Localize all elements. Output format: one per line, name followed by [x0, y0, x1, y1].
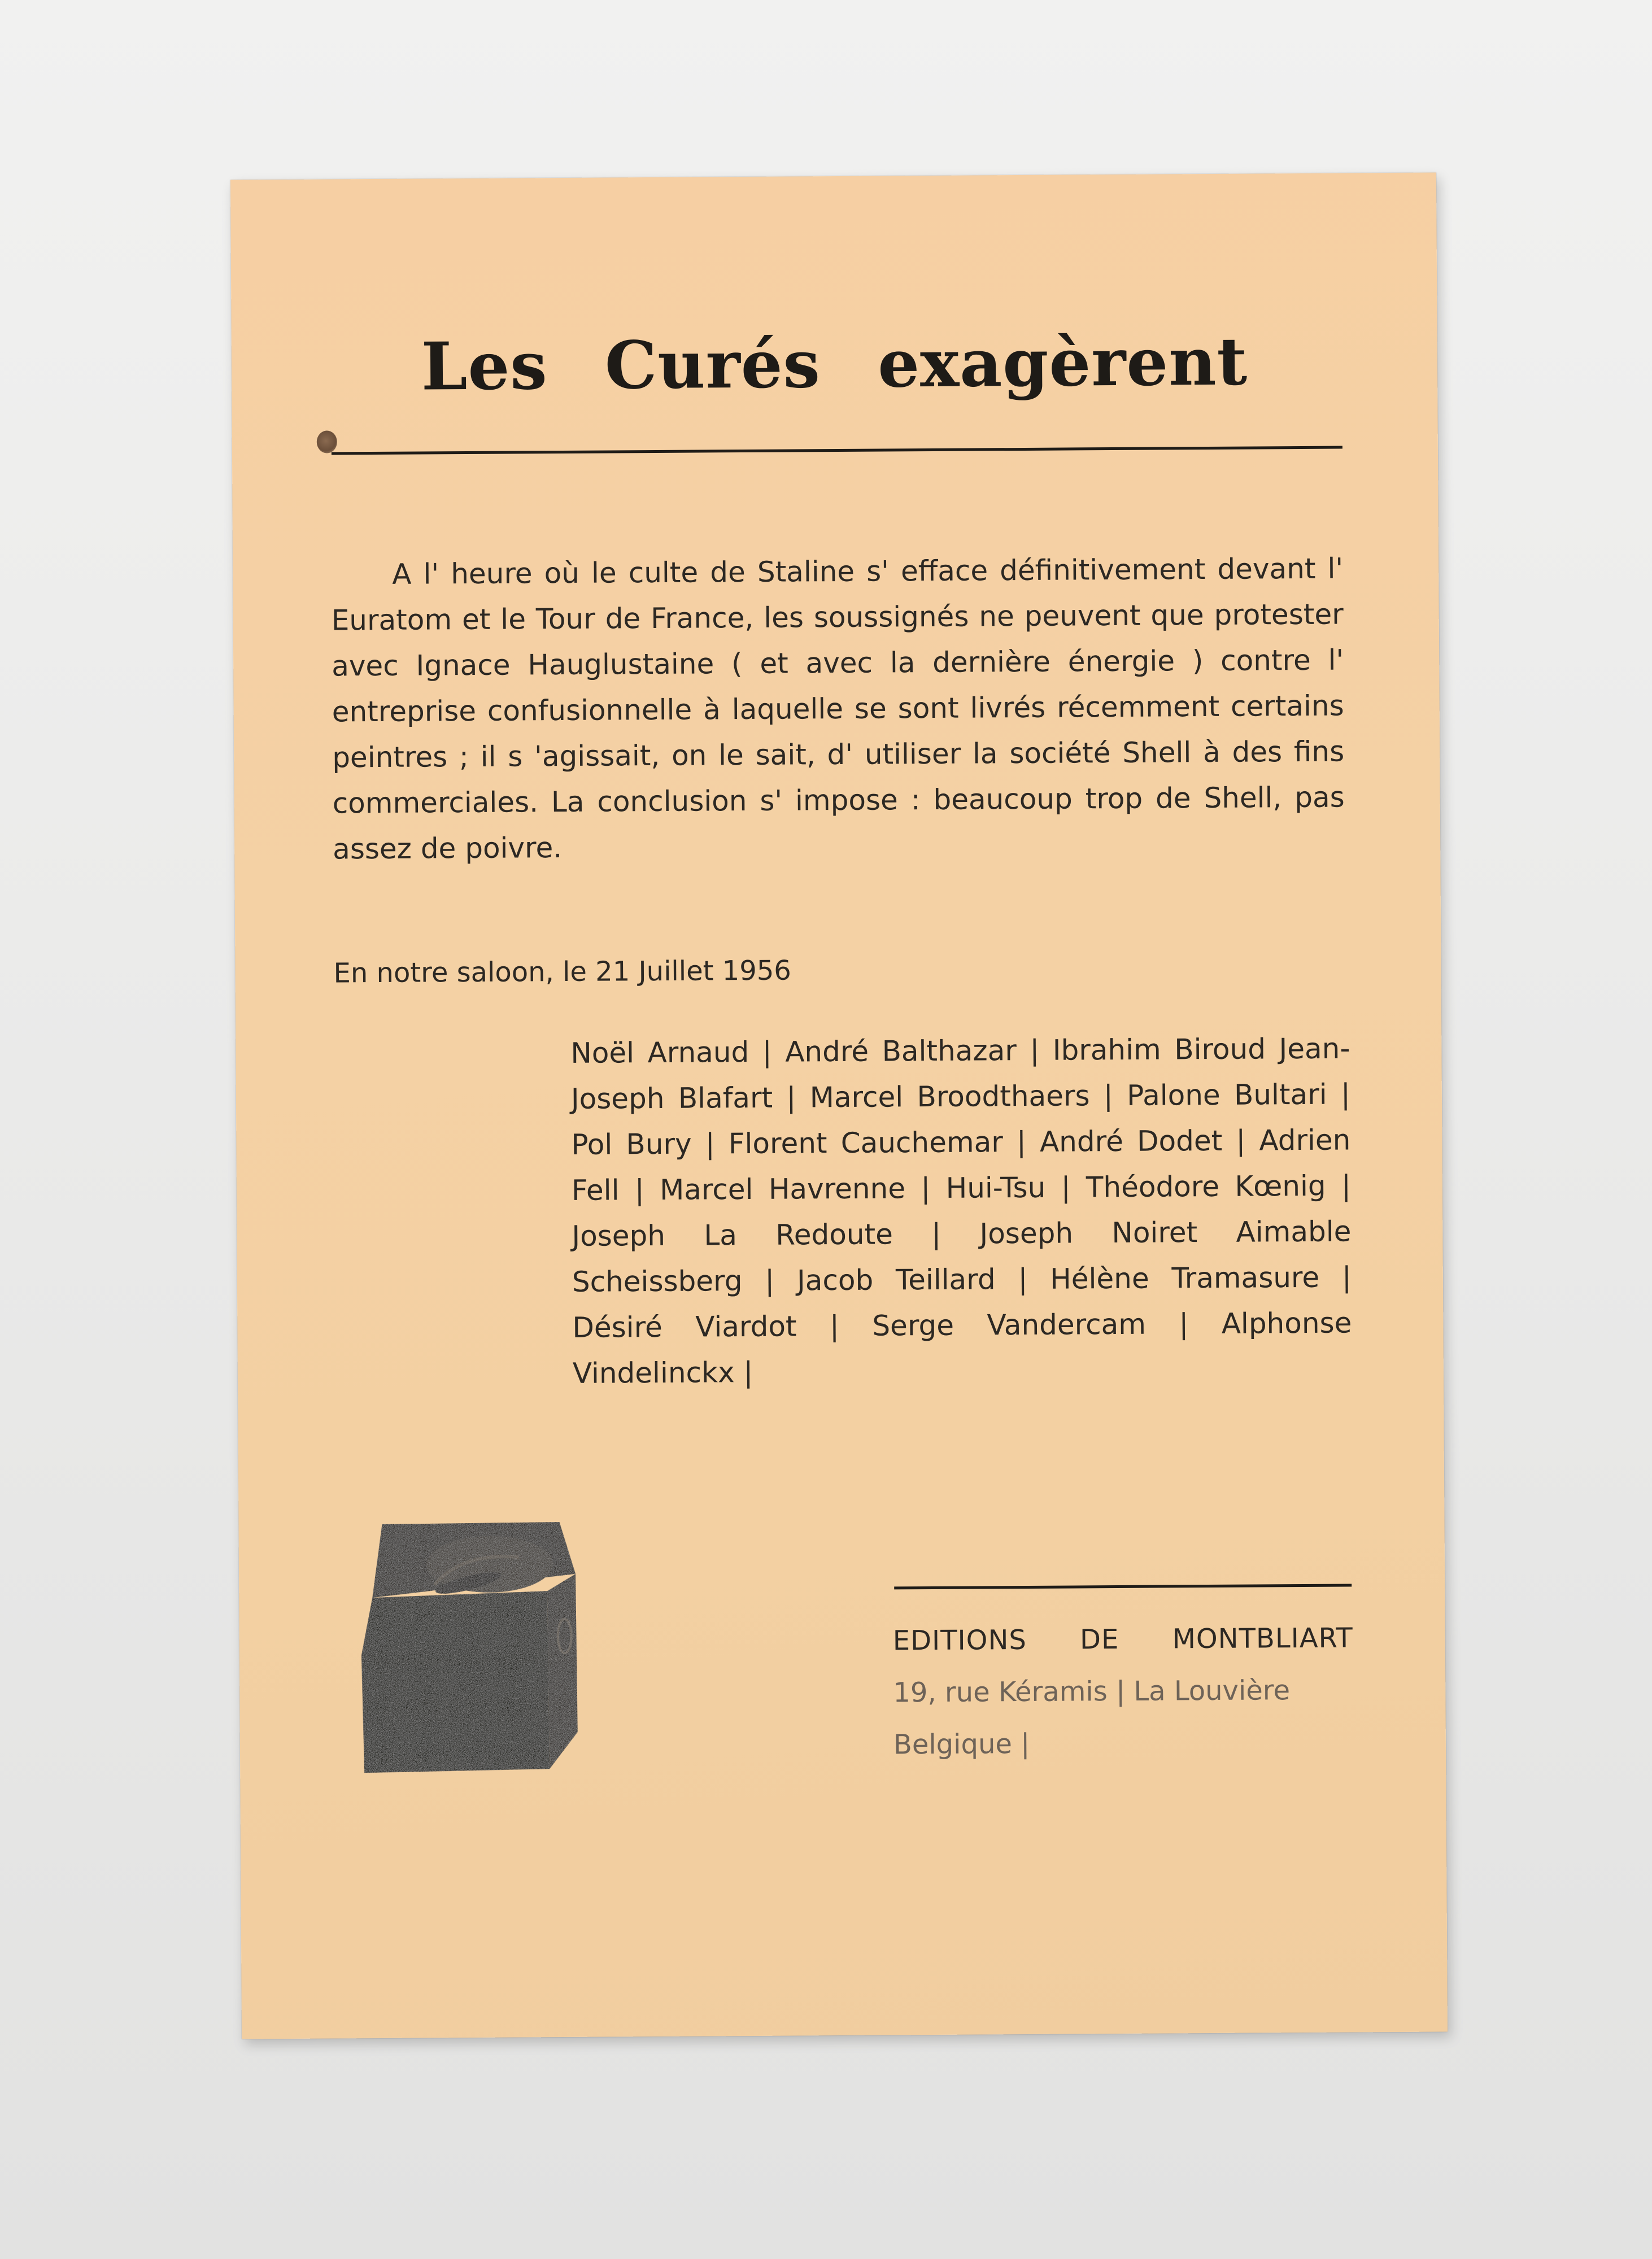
signatories-list: Noël Arnaud | André Balthazar | Ibrahim Biroud Jean-Joseph Blafart | Marcel Broodthaers | Palone Bultari | Pol Bury | Florent Cauchemar | André Dodet | Adrien Fell | Marcel Havrenne | Hui-Tsu | Théodore Kœnig | Joseph La Redoute | Joseph Noiret Aimable Scheissberg | Jacob Teillard | Hélène Tramasure | Désiré Viardot | Serge Vandercam | Alphonse Vindelinckx |: [570, 1032, 1352, 1390]
cube-illustration: [349, 1512, 588, 1773]
body-paragraph: A l' heure où le culte de Staline s' efface définitivement devant l' Euratom et le Tour de France, les soussignés ne peuvent que protester avec Ignace Hauglustaine ( et avec la dernière énergie ) contre l' entreprise confusionnelle à laquelle se sont livrés récemment certains peintres ; il s 'agissait, on le sait, d' utiliser la société Shell à des fins commerciales. La conclusion s' impose : beaucoup trop de Shell, pas assez de poivre.: [331, 552, 1345, 866]
punch-hole: [317, 430, 337, 453]
publisher-address: 19, rue Kéramis | La Louvière: [893, 1674, 1291, 1709]
publisher-country: Belgique |: [893, 1728, 1030, 1761]
title-rule: [332, 446, 1342, 455]
publisher-block: [893, 1612, 1354, 1770]
dateline: En notre saloon, le 21 Juillet 1956: [333, 954, 792, 989]
publisher-name: EDITIONS DE MONTBLIART: [892, 1622, 1353, 1657]
flyer-title: Les Curés exagèrent: [421, 323, 1248, 405]
flyer-sheet: [230, 173, 1448, 2039]
publisher-rule: [894, 1584, 1352, 1589]
